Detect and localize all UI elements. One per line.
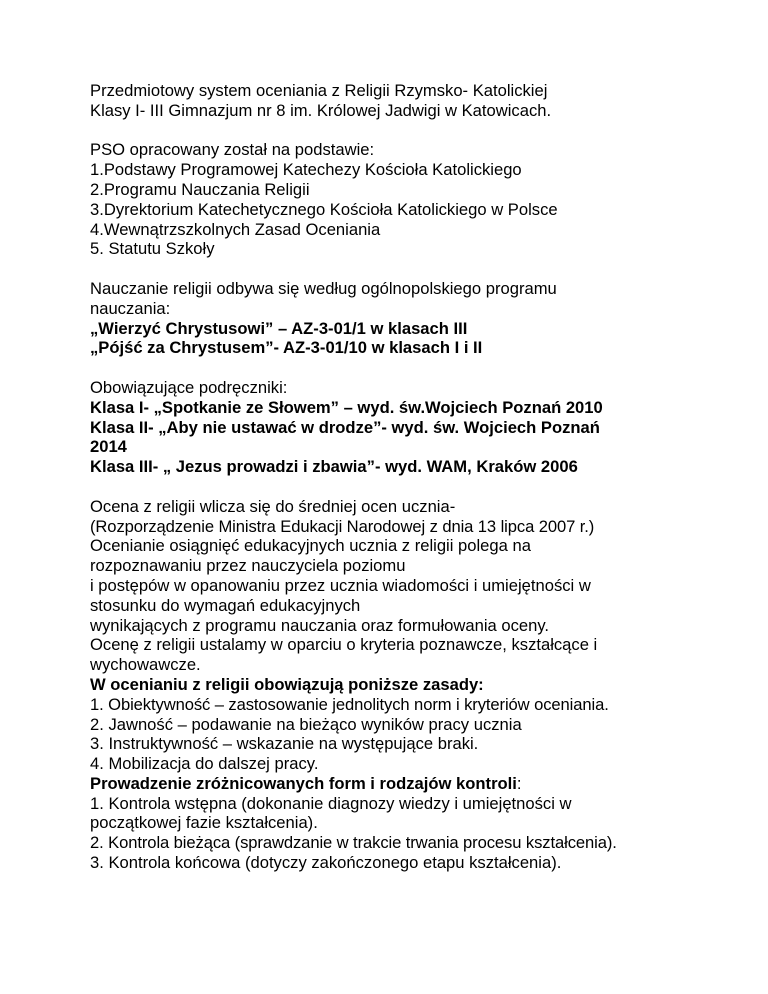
spacer <box>90 358 730 378</box>
program-bold-2: „Pójść za Chrystusem”- AZ-3-01/10 w klasach I i II <box>90 338 483 358</box>
textbook-line: 2014 <box>90 437 127 457</box>
basis-item: 2.Programu Nauczania Religii <box>90 179 310 199</box>
basis-item: 5. Statutu Szkoły <box>90 239 215 259</box>
spacer <box>90 121 730 141</box>
textbook-line: Klasa I- „Spotkanie ze Słowem” – wyd. św.Wojciech Poznań 2010 <box>90 397 603 417</box>
control-item: 1. Kontrola wstępna (dokonanie diagnozy wiedzy i umiejętności w <box>90 793 572 813</box>
rule-item: 4. Mobilizacja do dalszej pracy. <box>90 754 319 774</box>
rules-heading: W ocenianiu z religii obowiązują poniższe zasady: <box>90 674 484 694</box>
basis-intro: PSO opracowany został na podstawie: <box>90 140 375 160</box>
program-bold-1: „Wierzyć Chrystusowi” – AZ-3-01/1 w klasach III <box>90 318 468 338</box>
basis-item: 1.Podstawy Programowej Katechezy Kościoła Katolickiego <box>90 160 522 180</box>
assessment-line: Ocenę z religii ustalamy w oparciu o kryteria poznawcze, kształcące i <box>90 635 598 655</box>
control-heading-colon: : <box>516 773 522 793</box>
control-item: 2. Kontrola bieżąca (sprawdzanie w trakcie trwania procesu kształcenia). <box>90 833 617 853</box>
control-heading-line <box>90 774 730 794</box>
spacer <box>90 477 730 497</box>
basis-item: 4.Wewnątrzszkolnych Zasad Oceniania <box>90 219 381 239</box>
program-line-1: Nauczanie religii odbywa się według ogólnopolskiego programu <box>90 278 557 298</box>
document-page <box>90 81 730 873</box>
control-item: początkowej fazie kształcenia). <box>90 813 318 833</box>
spacer <box>90 259 730 279</box>
assessment-line: stosunku do wymagań edukacyjnych <box>90 595 361 615</box>
assessment-line: Ocena z religii wlicza się do średniej ocen ucznia- <box>90 496 456 516</box>
assessment-line: Ocenianie osiągnięć edukacyjnych ucznia z religii polega na <box>90 536 531 556</box>
textbooks-intro: Obowiązujące podręczniki: <box>90 377 288 397</box>
textbook-line: Klasa III- „ Jezus prowadzi i zbawia”- wyd. WAM, Kraków 2006 <box>90 457 578 477</box>
textbook-line: Klasa II- „Aby nie ustawać w drodze”- wyd. św. Wojciech Poznań <box>90 417 600 437</box>
title-line-2: Klasy I- III Gimnazjum nr 8 im. Królowej Jadwigi w Katowicach. <box>90 100 552 120</box>
program-line-2: nauczania: <box>90 298 171 318</box>
assessment-line: wychowawcze. <box>90 655 201 675</box>
control-heading: Prowadzenie zróżnicowanych form i rodzajów kontroli <box>90 773 517 793</box>
assessment-line: wynikających z programu nauczania oraz formułowania oceny. <box>90 615 550 635</box>
assessment-line: i postępów w opanowaniu przez ucznia wiadomości i umiejętności w <box>90 575 591 595</box>
title-line-1: Przedmiotowy system oceniania z Religii Rzymsko- Katolickiej <box>90 81 548 100</box>
assessment-line: (Rozporządzenie Ministra Edukacji Narodowej z dnia 13 lipca 2007 r.) <box>90 516 595 536</box>
rule-item: 3. Instruktywność – wskazanie na występujące braki. <box>90 734 479 754</box>
rule-item: 2. Jawność – podawanie na bieżąco wyników pracy ucznia <box>90 714 522 734</box>
basis-item: 3.Dyrektorium Katechetycznego Kościoła Katolickiego w Polsce <box>90 199 558 219</box>
control-item: 3. Kontrola końcowa (dotyczy zakończonego etapu kształcenia). <box>90 853 562 873</box>
rule-item: 1. Obiektywność – zastosowanie jednolitych norm i kryteriów oceniania. <box>90 694 609 714</box>
assessment-line: rozpoznawaniu przez nauczyciela poziomu <box>90 556 406 576</box>
